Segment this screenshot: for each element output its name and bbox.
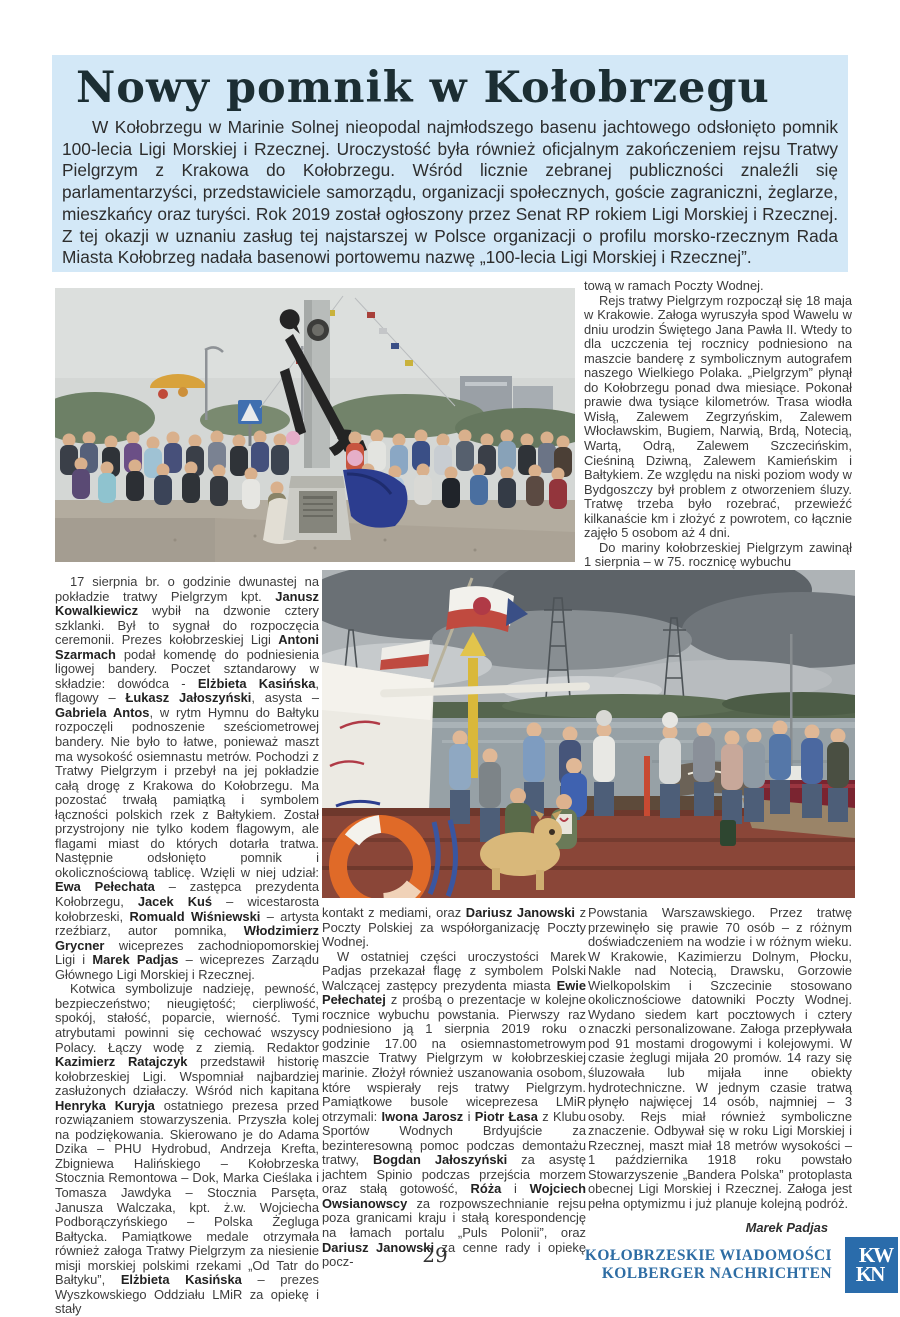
- intro-panel: [52, 55, 848, 272]
- paragraph: tową w ramach Poczty Wodnej.: [584, 278, 764, 293]
- paragraph: 17 sierpnia br. o godzinie dwunastej na pokładzie tratwy Pielgrzym kpt. Janusz Kowalkiewicz wybił na dzwonie cztery szklanki. Był to sygnał do rozpoczęcia ceremonii. Prezes kołobrzeskiej Ligi Antoni Szarmach podał komendę do podniesienia ligowej bandery. Poczet sztandarowy w składzie: dowódca - Elżbieta Kasińska, flagowy – Łukasz Jałoszyński, asysta – Gabriela Antos, w rytm Hymnu do Bałtyku rozpoczęli podnoszenie sześciometrowej bandery. Nie było to łatwe, ponieważ maszt ma wysokość osiemnastu metrów. Pochodzi z Tratwy Pielgrzym i przebył na jej pokładzie całą drogę z Krakowa do Kołobrzegu. Ma pozostać trwałą pamiątką i symbolem łączności polskich rzek z Bałtykiem. Został przystrojony nie tylko kodem flagowym, ale flagami miast do których dotarła tratwa. Następnie odsłonięto pomnik i okolicznościową tablicę. Wzięli w niej udział: Ewa Pełechata – zastępca prezydenta Kołobrzegu, Jacek Kuś – wicestarosta kołobrzeski, Romuald Wiśniewski – artysta rzeźbiarz, autor pomnika, Włodzimierz Grycner wiceprezes zachodniopomorskiej Ligi i Marek Padjas – wiceprezes Zarządu Głównego Ligi Morskiej i Rzecznej.: [55, 574, 320, 982]
- publication-name-de: KOLBERGER NACHRICHTEN: [601, 1265, 832, 1282]
- publication-name-pl: KOŁOBRZESKIE WIADOMOŚCI: [584, 1247, 832, 1264]
- logo-monogram-kn: KN: [855, 1262, 884, 1286]
- intro-paragraph: W Kołobrzegu w Marinie Solnej nieopodal najmłodszego basenu jachtowego odsłonięto pomnik 100-lecia Ligi Morskiej i Rzecznej. Uroczystość była również oficjalnym zakończeniem rejsu Tratwy Pielgrzym z Krakowa do Kołobrzegu. Wśród licznie zebranej publiczności znaleźli się parlamentarzyści, przedstawiciele samorządu, organizacji społecznych, goście zagraniczni, żeglarze, mieszkańcy oraz turyści. Rok 2019 został ogłoszony przez Senat RP rokiem Ligi Morskiej i Rzecznej. Z tej okazji w uznaniu zasług tej najstarszej w Polsce organizacji o profilu morsko-rzecznym Rada Miasta Kołobrzeg nadała basenowi portowemu nazwę „100-lecia Ligi Morskiej i Rzecznej”.: [62, 117, 838, 268]
- column-right-bottom: [588, 906, 852, 1236]
- paragraph: Rejs tratwy Pielgrzym rozpoczął się 18 maja w Krakowie. Załoga wyruszyła spod Wawelu w dniu urodzin Świętego Jana Pawła II. Wtedy to dla uczczenia tej rocznicy podniesiono na maszcie banderę z symbolicznym autografem naszego Wielkiego Polaka. „Pielgrzym” płynął do Kołobrzegu ponad dwa miesiące. Pokonał prawie dwa tysiące kilometrów. Trasa wiodła Wisłą, Zalewem Zegrzyńskim, Zalewem Włocławskim, Bugiem, Narwią, Brdą, Notecią, Wartą, Odrą, Zalewem Szczecińskim, Cieśniną Dziwną, Zalewem Kamieńskim i Bałtykiem. Ze względu na niski poziom wody w Bydgoszczy był problem z otworzeniem śluzy. Tratwę trzeba było rozebrać, przewieźć kilkanaście km i złożyć z powrotem, co łącznie zajęło 5 osobom aż 4 dni.: [584, 292, 852, 541]
- photo-monument-unveiling: [55, 288, 575, 562]
- paragraph: kontakt z mediami, oraz Dariusz Janowski z Poczty Polskiej za współorganizację Poczty Wodnej.: [322, 905, 587, 950]
- page-title: Nowy pomnik w Kołobrzegu: [76, 63, 770, 113]
- column-right-top: [584, 279, 852, 570]
- column-left: [55, 575, 319, 1317]
- paragraph: W ostatniej części uroczystości Marek Padjas przekazał flagę z symbolem Polski Walczącej zastępcy prezydenta miasta Ewie Pełechatej z prośbą o prezentacje w kolejne rocznice wybuchu powstania. Pierwszy raz podniesiono ją 1 sierpnia 2019 roku o godzinie 17.00 na osiemnastometrowym maszcie Tratwy Pielgrzym w kołobrzeskiej marinie. Złożył również uszanowania osobom, które wspierały rejs tratwy Pielgrzym. Pamiątkowe busole wiceprezesa LMiR otrzymali: Iwona Jarosz i Piotr Łasa z Klubu Sportów Wodnych Brdyujście za bezinteresowną pomoc podczas demontażu tratwy, Bogdan Jałoszyński za asystę jachtem Spinio podczas przejścia morzem oraz stałą gotowość, Róża i Wojciech Owsianowscy za rozpowszechnianie rejsu poza granicami kraju i stałą korespondencję na łamach portalu „Puls Polonii”, oraz Dariusz Janowski za cenne rady i opiekę pocz-: [322, 948, 586, 1270]
- publisher-logo: [845, 1237, 898, 1293]
- paragraph: Kotwica symbolizuje nadzieję, pewność, bezpieczeństwo; nieugiętość; cierpliwość, spokój, stałość, poparcie, wierność. Tymi atrybutami powinni się cechować wszyscy Polacy. Łączy wodę z ziemią. Redaktor Kazimierz Ratajczyk przedstawił historię kołobrzeskiej Ligi. Wspomniał najbardziej zasłużonych działaczy. Wśród nich kapitana Henryka Kuryja ostatniego prezesa przed rozwiązaniem stowarzyszenia. Przyszła kolej na podziękowania. Skierowano je do Adama Dzika – PHU Hydrobud, Andrzeja Krefta, Zbigniewa Halińskiego – Kołobrzeska Stocznia Remontowa – Dok, Marka Cieślaka i Tomasza Jawdyka – Stocznia Parsęta, Janusza Walczaka, kpt. ż.w. Wojciecha Podborączyńskiego – Polska Żegluga Bałtycka. Pamiątkowe medale otrzymała również załoga Tratwy Pielgrzym za niesienie misji morskiej polskimi rzekami „Od Tatr do Bałtyku”, Elżbieta Kasińska – prezes Wyszkowskiego Oddziału LMiR za opiekę i stały: [55, 981, 320, 1317]
- footer-publication-name: [480, 1247, 832, 1283]
- logo-monogram-kw: KW: [858, 1243, 893, 1267]
- page-number: 29: [422, 1243, 448, 1267]
- author-signature: Marek Padjas: [745, 1220, 828, 1236]
- paragraph: Do mariny kołobrzeskiej Pielgrzym zawinął 1 sierpnia – w 75. rocznicę wybuchu: [584, 539, 852, 570]
- paragraph: Powstania Warszawskiego. Przez tratwę przewinęło się prawie 70 osób – z różnym doświadczeniem na wodzie i w różnym wieku. W Krakowie, Kazimierzu Dolnym, Płocku, Nakle nad Notecią, Drawsku, Gorzowie Wielkopolskim i Szczecinie stosowano okolicznościowe datowniki Poczty Wodnej. Wydano siedem kart pocztowych i cztery znaczki personalizowane. Załoga przepływała pod 91 mostami drogowymi i kolejowymi. W czasie żeglugi mijała 20 promów. 14 razy się śluzowała lub mijała inne obiekty hydrotechniczne. W jednym czasie tratwą płynęło najwięcej 14 osób, najmniej – 3 osoby. Rejs miał również symboliczne znaczenie. Odbywał się w roku Ligi Morskiej i Rzecznej, maszt miał 18 metrów wysokości – 1 października 1918 roku powstało Stowarzyszenie „Bandera Polska” protoplasta obecnej Ligi Morskiej i Rzecznej. Załoga jest pełna optymizmu i już planuje kolejną podróż.: [588, 905, 852, 1211]
- photo-raft-crew: [322, 570, 855, 898]
- column-middle: [322, 906, 586, 1270]
